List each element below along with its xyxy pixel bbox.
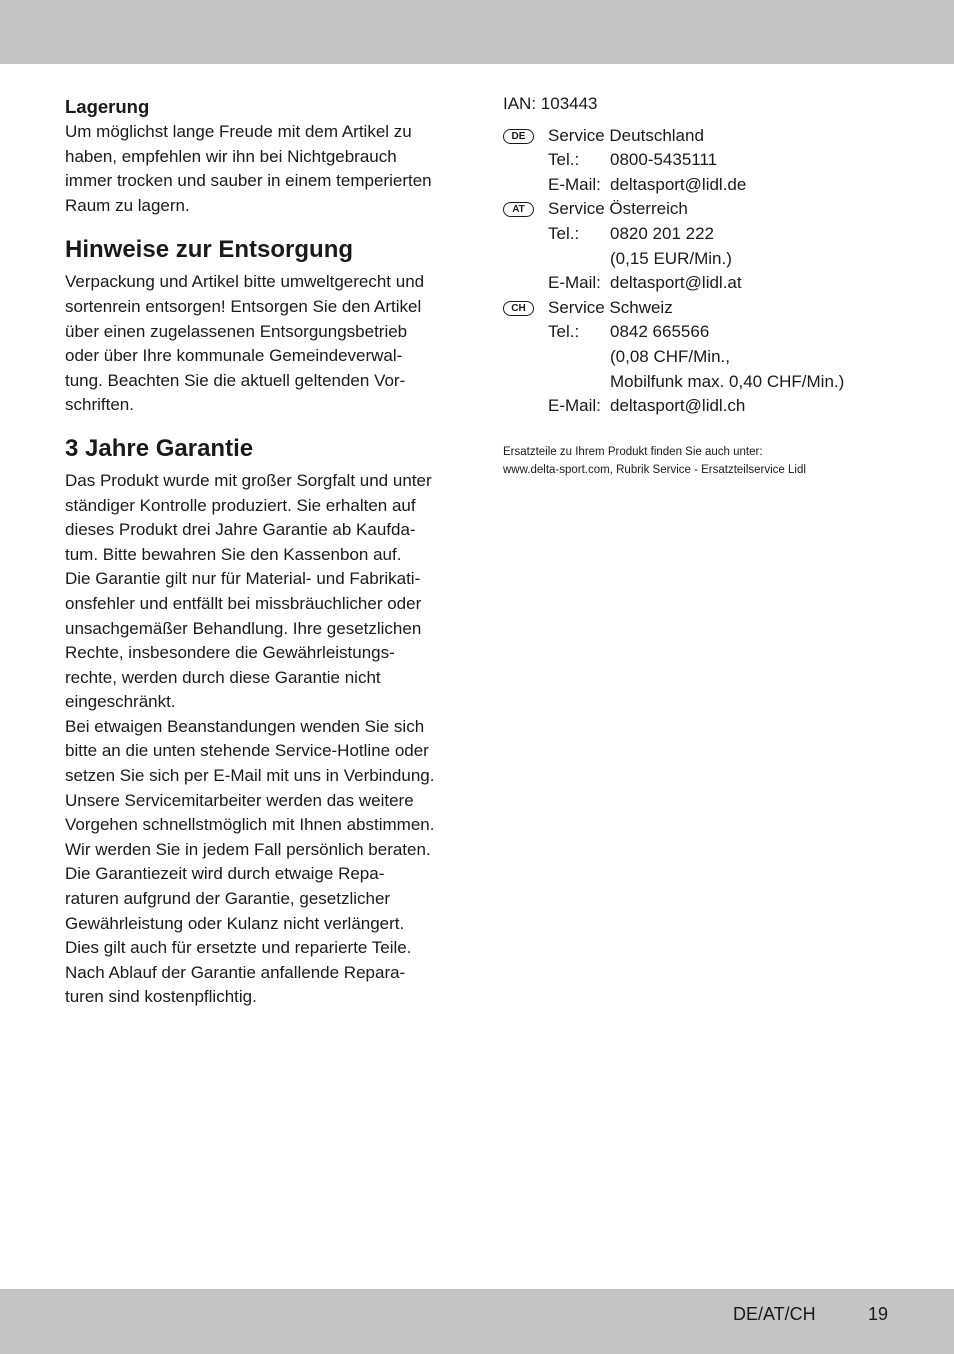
- text-line: Bei etwaigen Beanstandungen wenden Sie sich: [65, 716, 425, 736]
- service-ch-row: [503, 296, 923, 321]
- page-number: 19: [868, 1304, 889, 1324]
- service-at-tel-note: (0,15 EUR/Min.): [610, 248, 732, 268]
- disposal-heading: Hinweise zur Entsorgung: [65, 236, 354, 264]
- service-at-tel-row: [503, 222, 923, 247]
- service-ch-tel-note-row: [503, 345, 923, 370]
- text-line: onsfehler und entfällt bei missbräuchlicher oder: [65, 593, 422, 613]
- spare-parts-note: Ersatzteile zu Ihrem Produkt finden Sie auch unter:: [503, 445, 763, 458]
- text-line: Um möglichst lange Freude mit dem Artikel zu: [65, 122, 412, 141]
- service-de-title: Service Deutschland: [548, 125, 704, 145]
- text-line: raturen aufgrund der Garantie, gesetzlicher: [65, 889, 391, 909]
- text-line: Gewährleistung oder Kulanz nicht verlängert.: [65, 913, 405, 933]
- warranty-heading: 3 Jahre Garantie: [65, 434, 254, 462]
- text-line: tum. Bitte bewahren Sie den Kassenbon auf.: [65, 544, 402, 564]
- text-line: Nach Ablauf der Garantie anfallende Repara-: [65, 962, 406, 982]
- text-line: Das Produkt wurde mit großer Sorgfalt und unter: [65, 470, 432, 490]
- text-line: immer trocken und sauber in einem temperierten: [65, 171, 432, 191]
- text-line: über einen zugelassenen Entsorgungsbetrieb: [65, 321, 408, 341]
- email-label: E-Mail:: [548, 396, 601, 416]
- footer-region: DE/AT/CH: [733, 1304, 816, 1324]
- service-de-email: deltasport@lidl.de: [610, 174, 747, 194]
- service-at-tel-note-row: [503, 247, 923, 272]
- de-country-badge-icon: DE: [503, 129, 534, 144]
- text-line: Wir werden Sie in jedem Fall persönlich beraten.: [65, 839, 431, 859]
- text-line: eingeschränkt.: [65, 692, 176, 712]
- service-at-email: deltasport@lidl.at: [610, 273, 742, 293]
- ian-number: IAN: 103443: [503, 94, 598, 113]
- service-ch-title: Service Schweiz: [548, 297, 673, 317]
- service-at-tel: 0820 201 222: [610, 223, 714, 243]
- text-line: Rechte, insbesondere die Gewährleistungs-: [65, 643, 395, 663]
- text-line: turen sind kostenpflichtig.: [65, 987, 257, 1007]
- text-line: oder über Ihre kommunale Gemeindeverwal-: [65, 346, 403, 366]
- service-de-tel-row: [503, 148, 923, 173]
- text-line: Raum zu lagern.: [65, 195, 190, 215]
- service-at-email-row: [503, 271, 923, 296]
- service-ch-tel-note: Mobilfunk max. 0,40 CHF/Min.): [610, 371, 845, 391]
- tel-label: Tel.:: [548, 322, 580, 342]
- text-line: unsachgemäßer Behandlung. Ihre gesetzlichen: [65, 618, 422, 638]
- text-line: ständiger Kontrolle produziert. Sie erhalten auf: [65, 495, 416, 515]
- email-label: E-Mail:: [548, 273, 601, 293]
- at-country-badge-icon: AT: [503, 202, 534, 217]
- text-line: dieses Produkt drei Jahre Garantie ab Kaufda-: [65, 520, 416, 540]
- service-ch-tel: 0842 665566: [610, 322, 710, 342]
- spare-parts-link: www.delta-sport.com, Rubrik Service - Ersatzteilservice Lidl: [503, 464, 806, 477]
- text-line: Dies gilt auch für ersetzte und reparierte Teile.: [65, 938, 412, 958]
- service-de-email-row: [503, 173, 923, 198]
- service-column: [503, 92, 923, 480]
- text-line: Unsere Servicemitarbeiter werden das weitere: [65, 790, 414, 810]
- text-line: bitte an die unten stehende Service-Hotline oder: [65, 741, 429, 761]
- service-ch-tel-note-row: [503, 370, 923, 395]
- service-at-row: [503, 197, 923, 222]
- text-line: Vorgehen schnellstmöglich mit Ihnen abstimmen.: [65, 815, 435, 835]
- service-ch-tel-row: [503, 320, 923, 345]
- storage-heading: Lagerung: [65, 96, 150, 117]
- text-line: rechte, werden durch diese Garantie nicht: [65, 667, 381, 687]
- tel-label: Tel.:: [548, 150, 580, 170]
- header-bar: [0, 0, 954, 64]
- ch-country-badge-icon: CH: [503, 301, 534, 316]
- disposal-text: [65, 270, 460, 418]
- service-at-title: Service Österreich: [548, 199, 688, 219]
- storage-text: [65, 120, 460, 218]
- tel-label: Tel.:: [548, 223, 580, 243]
- service-ch-email: deltasport@lidl.ch: [610, 396, 746, 416]
- text-line: Verpackung und Artikel bitte umweltgerecht und: [65, 272, 425, 292]
- service-ch-tel-note: (0,08 CHF/Min.,: [610, 346, 730, 366]
- text-line: setzen Sie sich per E-Mail mit uns in Verbindung.: [65, 766, 435, 786]
- service-ch-email-row: [503, 394, 923, 419]
- left-column: [65, 94, 460, 1010]
- text-line: Die Garantie gilt nur für Material- und Fabrikati-: [65, 569, 421, 589]
- text-line: tung. Beachten Sie die aktuell geltenden Vor-: [65, 370, 406, 390]
- service-de-tel: 0800-5435111: [610, 150, 718, 170]
- warranty-text: [65, 469, 460, 1010]
- text-line: Die Garantiezeit wird durch etwaige Repa-: [65, 864, 385, 884]
- email-label: E-Mail:: [548, 174, 601, 194]
- text-line: schriften.: [65, 395, 134, 415]
- service-de-row: [503, 124, 923, 149]
- text-line: haben, empfehlen wir ihn bei Nichtgebrauch: [65, 146, 397, 166]
- text-line: sortenrein entsorgen! Entsorgen Sie den Artikel: [65, 296, 422, 316]
